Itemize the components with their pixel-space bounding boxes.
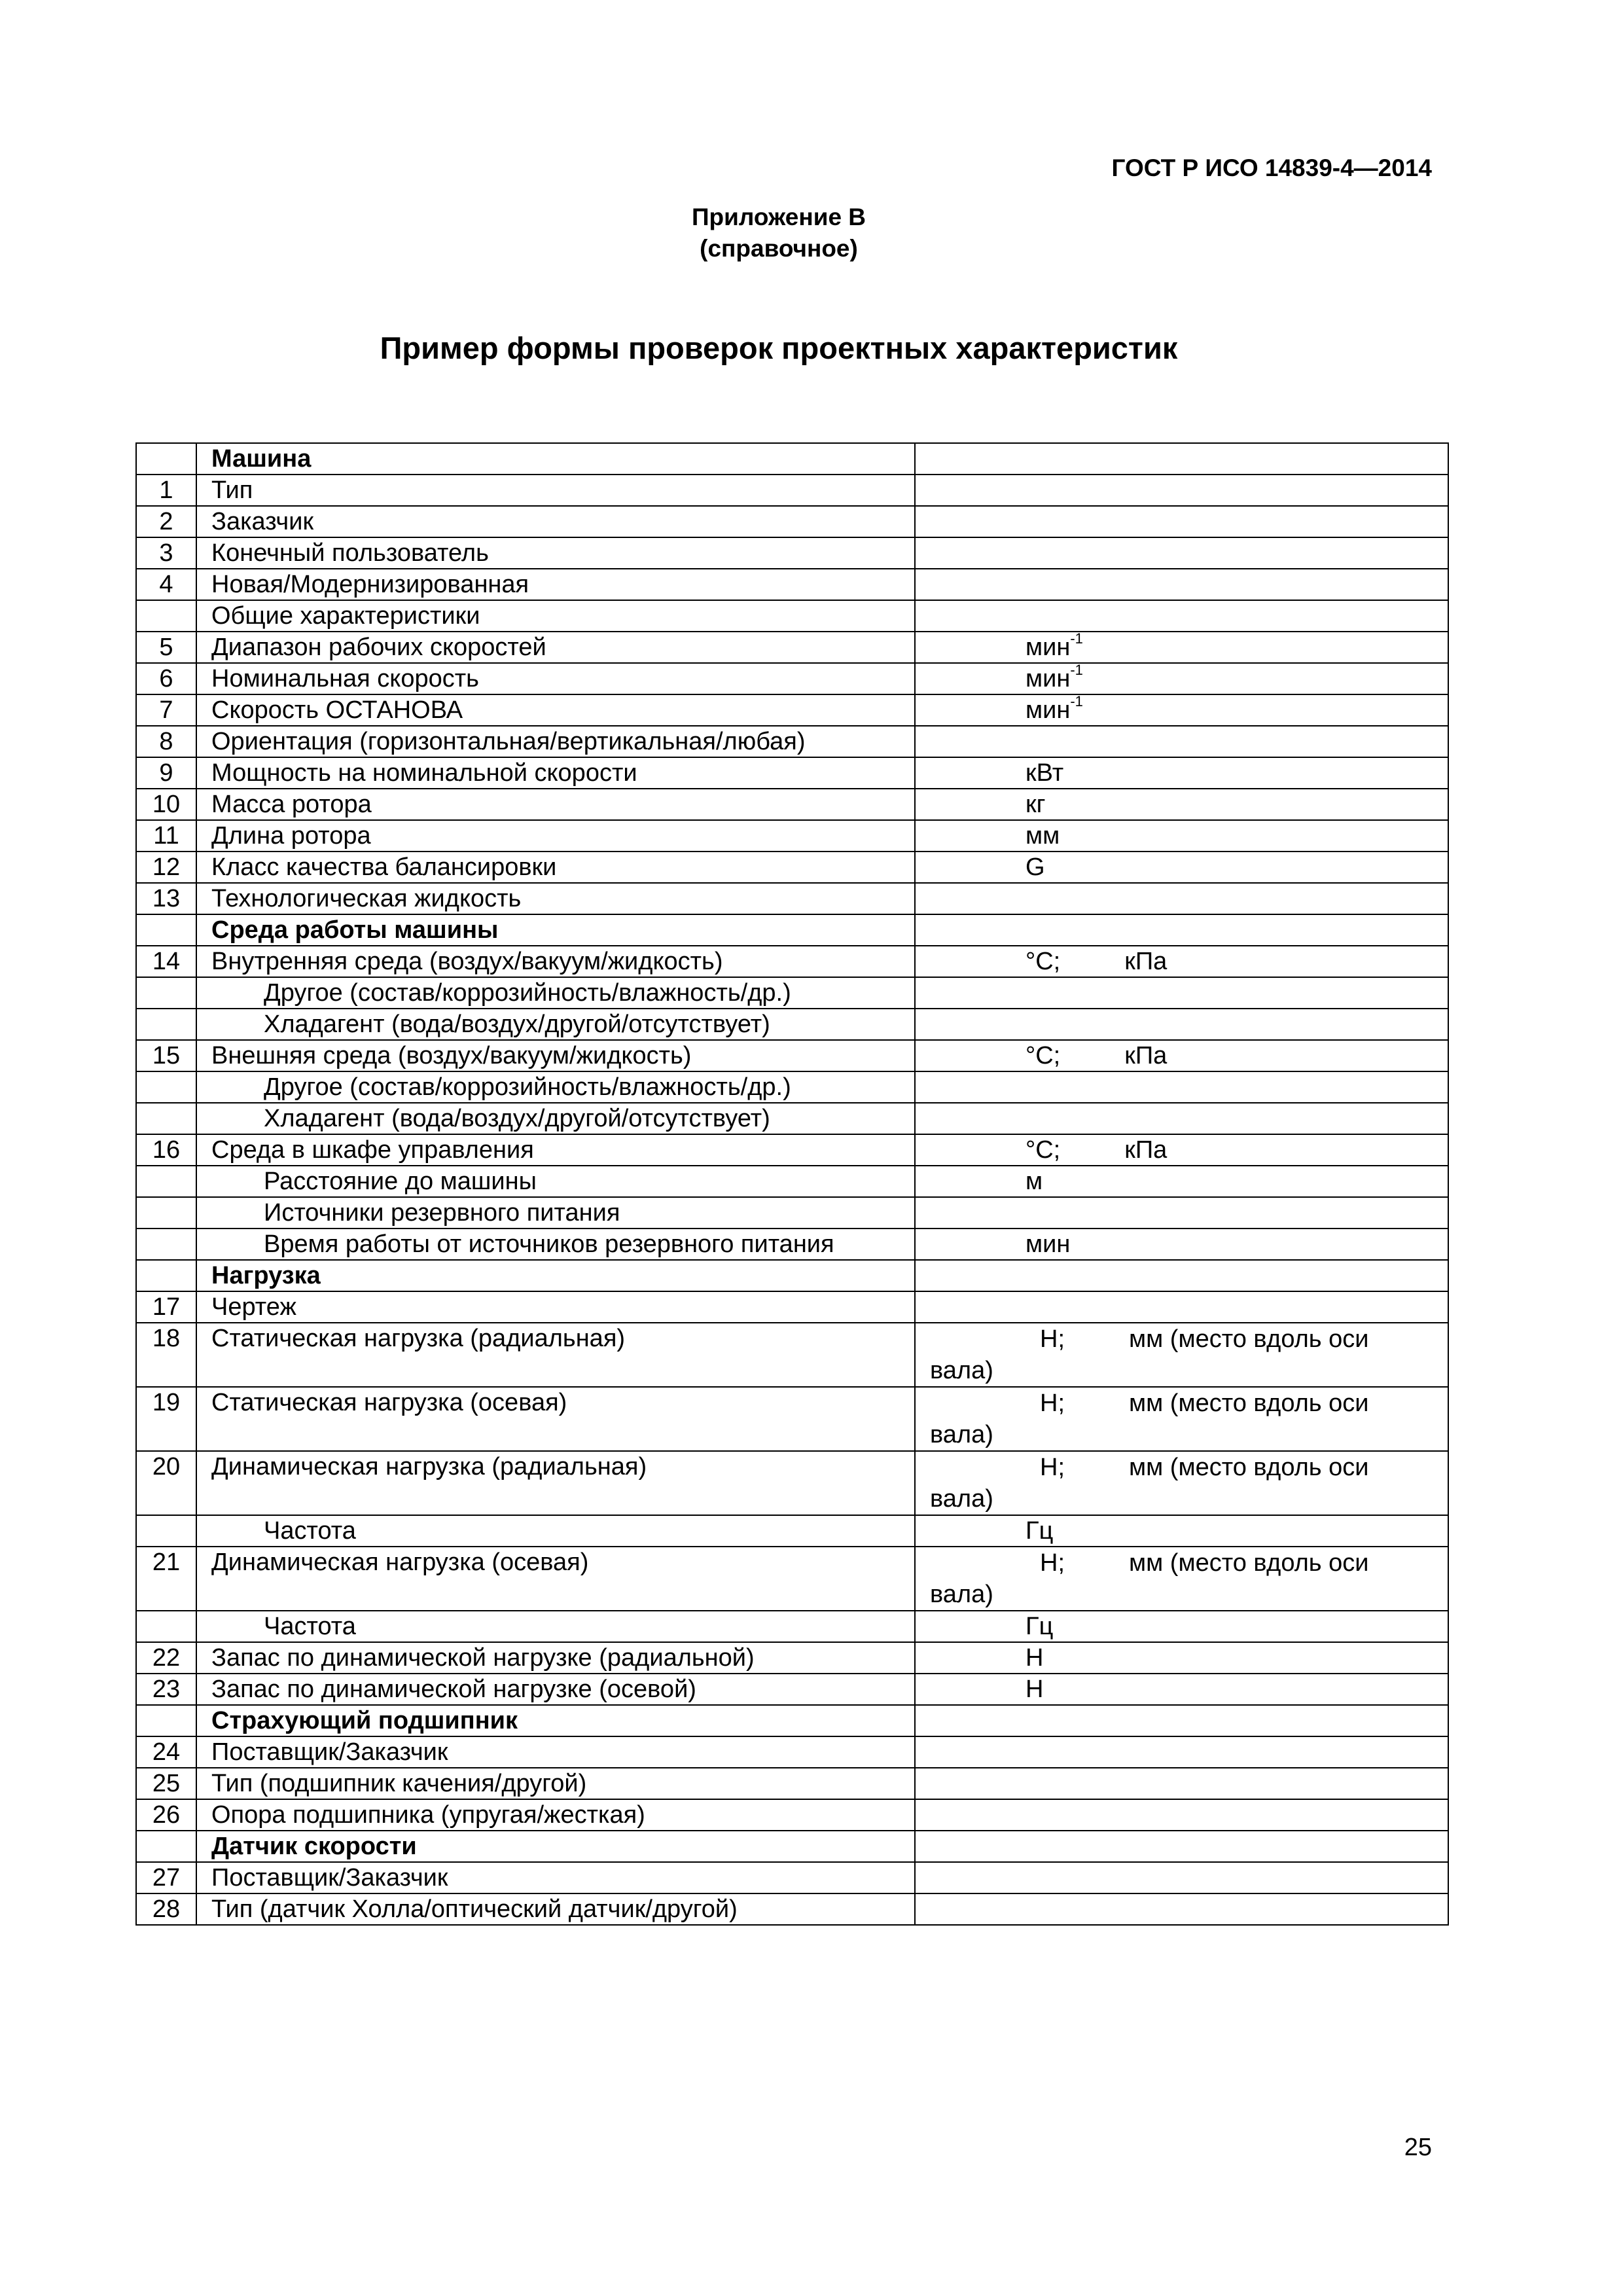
row-label: [196, 632, 915, 663]
table-row: [136, 977, 1448, 1009]
unit-primary: мин: [1026, 1230, 1071, 1258]
row-unit-field[interactable]: [915, 1799, 1448, 1831]
table-row: [136, 1893, 1448, 1925]
row-label-text: Внутренняя среда (воздух/вакуум/жидкость): [211, 948, 723, 975]
row-label: [196, 600, 915, 632]
row-number: [136, 1705, 196, 1736]
row-unit-field[interactable]: [915, 569, 1448, 600]
table-row: [136, 632, 1448, 663]
row-number: 25: [136, 1768, 196, 1799]
row-label-text: Динамическая нагрузка (осевая): [211, 1549, 589, 1576]
row-label-text: Тип (подшипник качения/другой): [211, 1770, 587, 1797]
row-label: [196, 1547, 915, 1611]
row-number: 17: [136, 1291, 196, 1323]
row-label: [196, 694, 915, 726]
row-label-text: Скорость ОСТАНОВА: [211, 696, 463, 724]
row-label-text: Тип (датчик Холла/оптический датчик/другой): [211, 1895, 738, 1923]
page-number: 25: [1404, 2134, 1432, 2161]
row-label: [196, 1040, 915, 1071]
table-row: [136, 1611, 1448, 1642]
unit-continuation: вала): [930, 1357, 993, 1384]
row-unit-field[interactable]: [915, 977, 1448, 1009]
unit-primary: мин: [1026, 696, 1071, 724]
row-label-text: Масса ротора: [211, 791, 372, 818]
row-number: [136, 1103, 196, 1134]
row-label-text: Общие характеристики: [211, 602, 480, 630]
row-unit-field[interactable]: [915, 1831, 1448, 1862]
row-number: 24: [136, 1736, 196, 1768]
table-row: [136, 1674, 1448, 1705]
table-row: [136, 946, 1448, 977]
row-label: [196, 569, 915, 600]
unit-primary: кВт: [1026, 759, 1064, 787]
row-label-text: Другое (состав/коррозийность/влажность/др.): [264, 1073, 791, 1101]
row-number: 10: [136, 789, 196, 820]
row-label: [196, 1197, 915, 1229]
table-row: [136, 1387, 1448, 1451]
row-label: [196, 726, 915, 757]
row-unit-field[interactable]: [915, 1705, 1448, 1736]
row-label: [196, 789, 915, 820]
table-row: [136, 1103, 1448, 1134]
table-row: [136, 1229, 1448, 1260]
row-number: 6: [136, 663, 196, 694]
row-label: [196, 1515, 915, 1547]
row-unit-field[interactable]: [915, 1229, 1448, 1260]
row-number: 22: [136, 1642, 196, 1674]
row-unit-field[interactable]: [915, 1071, 1448, 1103]
row-label-text: Время работы от источников резервного питания: [264, 1230, 834, 1258]
row-label-text: Хладагент (вода/воздух/другой/отсутствует): [264, 1105, 770, 1132]
row-number: 18: [136, 1323, 196, 1387]
row-unit-field[interactable]: [915, 946, 1448, 977]
row-label: [196, 1387, 915, 1451]
table-row: [136, 1134, 1448, 1166]
table-row: [136, 1515, 1448, 1547]
table-row: [136, 600, 1448, 632]
row-label-text: Длина ротора: [211, 822, 371, 850]
row-number: 27: [136, 1862, 196, 1893]
row-number: 3: [136, 537, 196, 569]
annex-title: Приложение В: [691, 204, 866, 230]
row-number: 8: [136, 726, 196, 757]
table-row: [136, 1291, 1448, 1323]
row-unit-field[interactable]: [915, 475, 1448, 506]
row-unit-field[interactable]: [915, 506, 1448, 537]
row-unit-field[interactable]: [915, 1515, 1448, 1547]
row-unit-field[interactable]: [915, 632, 1448, 663]
row-number: 14: [136, 946, 196, 977]
unit-primary: м: [1026, 1168, 1043, 1195]
table-row: [136, 1862, 1448, 1893]
unit-exponent: -1: [1070, 662, 1083, 679]
unit-primary: Гц: [1026, 1613, 1054, 1640]
row-label-text: Новая/Модернизированная: [211, 571, 529, 598]
row-unit-field[interactable]: [915, 1674, 1448, 1705]
row-unit-field[interactable]: [915, 1642, 1448, 1674]
table-row: [136, 569, 1448, 600]
row-label-text: Чертеж: [211, 1293, 296, 1321]
row-label-text: Машина: [211, 445, 312, 473]
row-label: [196, 1799, 915, 1831]
row-number: 23: [136, 1674, 196, 1705]
row-unit-field[interactable]: [915, 1893, 1448, 1925]
row-unit-field[interactable]: [915, 1323, 1448, 1387]
row-unit-field[interactable]: [915, 1862, 1448, 1893]
unit-primary: Н;: [1040, 1390, 1065, 1417]
row-number: [136, 977, 196, 1009]
unit-primary: Н: [1026, 1676, 1044, 1703]
row-number: [136, 1229, 196, 1260]
row-unit-field[interactable]: [915, 1103, 1448, 1134]
row-label-text: Среда в шкафе управления: [211, 1136, 534, 1164]
row-label: [196, 1009, 915, 1040]
table-row: [136, 1323, 1448, 1387]
row-unit-field[interactable]: [915, 1736, 1448, 1768]
characteristics-form-table: [135, 442, 1449, 1926]
row-number: [136, 1260, 196, 1291]
row-label-text: Статическая нагрузка (осевая): [211, 1389, 567, 1416]
table-row: [136, 1451, 1448, 1515]
unit-secondary: кПа: [1124, 1136, 1168, 1164]
unit-primary: Н: [1026, 1644, 1044, 1672]
row-unit-field[interactable]: [915, 1768, 1448, 1799]
row-label: [196, 1229, 915, 1260]
table-row: [136, 694, 1448, 726]
row-unit-field[interactable]: [915, 600, 1448, 632]
row-unit-field[interactable]: [915, 757, 1448, 789]
row-label-text: Номинальная скорость: [211, 665, 479, 692]
unit-primary: Н;: [1040, 1325, 1065, 1353]
row-number: 1: [136, 475, 196, 506]
document-title: Пример формы проверок проектных характеристик: [380, 331, 1178, 365]
row-label: [196, 475, 915, 506]
row-number: 9: [136, 757, 196, 789]
row-number: 20: [136, 1451, 196, 1515]
unit-primary: мм: [1026, 822, 1060, 850]
row-label-text: Ориентация (горизонтальная/вертикальная/любая): [211, 728, 806, 755]
row-label-text: Внешняя среда (воздух/вакуум/жидкость): [211, 1042, 692, 1069]
row-unit-field[interactable]: [915, 883, 1448, 914]
row-label: [196, 820, 915, 852]
row-number: 7: [136, 694, 196, 726]
table-row: [136, 1197, 1448, 1229]
row-label: [196, 1674, 915, 1705]
row-label-text: Мощность на номинальной скорости: [211, 759, 637, 787]
table-row: [136, 1768, 1448, 1799]
table-row: [136, 1799, 1448, 1831]
row-label: [196, 977, 915, 1009]
row-number: 16: [136, 1134, 196, 1166]
table-row: [136, 537, 1448, 569]
row-number: 26: [136, 1799, 196, 1831]
table-row: [136, 852, 1448, 883]
table-row: [136, 506, 1448, 537]
row-number: [136, 600, 196, 632]
row-label-text: Частота: [264, 1517, 356, 1545]
row-unit-field[interactable]: [915, 852, 1448, 883]
row-label: [196, 1705, 915, 1736]
unit-primary: Гц: [1026, 1517, 1054, 1545]
row-number: [136, 1197, 196, 1229]
row-number: [136, 1515, 196, 1547]
row-label: [196, 914, 915, 946]
row-label: [196, 1260, 915, 1291]
row-label-text: Нагрузка: [211, 1262, 321, 1289]
table-row: [136, 1705, 1448, 1736]
unit-secondary: мм (место вдоль оси: [1129, 1549, 1369, 1577]
row-unit-field[interactable]: [915, 1611, 1448, 1642]
table-row: [136, 820, 1448, 852]
row-number: 11: [136, 820, 196, 852]
row-number: [136, 914, 196, 946]
row-label-text: Тип: [211, 476, 253, 504]
unit-continuation: вала): [930, 1485, 993, 1513]
row-label-text: Хладагент (вода/воздух/другой/отсутствует): [264, 1011, 770, 1038]
unit-primary: °С;: [1026, 1136, 1061, 1164]
row-label-text: Страхующий подшипник: [211, 1707, 518, 1734]
row-label: [196, 1642, 915, 1674]
row-label-text: Технологическая жидкость: [211, 885, 522, 912]
unit-continuation: вала): [930, 1581, 993, 1608]
row-label: [196, 1451, 915, 1515]
table-row: [136, 1736, 1448, 1768]
row-label: [196, 1323, 915, 1387]
row-label: [196, 1831, 915, 1862]
row-label: [196, 757, 915, 789]
row-unit-field[interactable]: [915, 1040, 1448, 1071]
table-row: [136, 1166, 1448, 1197]
row-number: [136, 1831, 196, 1862]
row-label: [196, 1071, 915, 1103]
table-row: [136, 1547, 1448, 1611]
row-number: 19: [136, 1387, 196, 1451]
row-label: [196, 946, 915, 977]
row-unit-field[interactable]: [915, 1260, 1448, 1291]
row-label-text: Динамическая нагрузка (радиальная): [211, 1453, 647, 1480]
form-table-body: [136, 443, 1448, 1925]
row-label: [196, 1893, 915, 1925]
table-row: [136, 914, 1448, 946]
row-label: [196, 506, 915, 537]
row-number: [136, 1071, 196, 1103]
row-unit-field[interactable]: [915, 443, 1448, 475]
row-label-text: Поставщик/Заказчик: [211, 1864, 448, 1892]
row-unit-field[interactable]: [915, 537, 1448, 569]
row-unit-field[interactable]: [915, 914, 1448, 946]
row-number: 4: [136, 569, 196, 600]
row-unit-field[interactable]: [915, 820, 1448, 852]
row-label-text: Запас по динамической нагрузке (осевой): [211, 1676, 696, 1703]
row-label: [196, 1768, 915, 1799]
table-row: [136, 726, 1448, 757]
row-label-text: Поставщик/Заказчик: [211, 1738, 448, 1766]
row-label-text: Опора подшипника (упругая/жесткая): [211, 1801, 645, 1829]
row-number: [136, 1611, 196, 1642]
annex-type: (справочное): [700, 235, 858, 262]
table-row: [136, 1831, 1448, 1862]
table-row: [136, 663, 1448, 694]
row-number: 15: [136, 1040, 196, 1071]
unit-primary: Н;: [1040, 1454, 1065, 1481]
unit-secondary: кПа: [1124, 1042, 1168, 1069]
table-row: [136, 443, 1448, 475]
row-label-text: Другое (состав/коррозийность/влажность/др.): [264, 979, 791, 1007]
unit-primary: G: [1026, 853, 1045, 881]
row-label: [196, 1291, 915, 1323]
row-unit-field[interactable]: [915, 1547, 1448, 1611]
table-row: [136, 1260, 1448, 1291]
table-row: [136, 1009, 1448, 1040]
table-row: [136, 1642, 1448, 1674]
row-number: 2: [136, 506, 196, 537]
row-label: [196, 852, 915, 883]
row-number: 5: [136, 632, 196, 663]
unit-primary: °С;: [1026, 948, 1061, 975]
unit-primary: °С;: [1026, 1042, 1061, 1069]
row-label-text: Диапазон рабочих скоростей: [211, 634, 546, 661]
row-unit-field[interactable]: [915, 1291, 1448, 1323]
row-label: [196, 663, 915, 694]
row-number: 13: [136, 883, 196, 914]
unit-primary: мин: [1026, 634, 1071, 661]
row-number: 12: [136, 852, 196, 883]
row-label: [196, 1862, 915, 1893]
row-label: [196, 537, 915, 569]
unit-primary: мин: [1026, 665, 1071, 692]
row-unit-field[interactable]: [915, 1387, 1448, 1451]
row-number: 21: [136, 1547, 196, 1611]
row-label-text: Заказчик: [211, 508, 314, 535]
unit-exponent: -1: [1070, 693, 1083, 710]
row-label: [196, 883, 915, 914]
row-unit-field[interactable]: [915, 694, 1448, 726]
unit-primary: кг: [1026, 791, 1046, 818]
row-label: [196, 1166, 915, 1197]
table-row: [136, 475, 1448, 506]
unit-secondary: кПа: [1124, 948, 1168, 975]
row-label-text: Конечный пользователь: [211, 539, 489, 567]
row-label: [196, 1736, 915, 1768]
row-unit-field[interactable]: [915, 1166, 1448, 1197]
table-row: [136, 1040, 1448, 1071]
row-unit-field[interactable]: [915, 726, 1448, 757]
unit-exponent: -1: [1070, 630, 1083, 647]
row-unit-field[interactable]: [915, 1134, 1448, 1166]
standard-designation: ГОСТ Р ИСО 14839-4—2014: [1111, 154, 1432, 181]
row-label-text: Класс качества балансировки: [211, 853, 557, 881]
row-label-text: Запас по динамической нагрузке (радиальной): [211, 1644, 755, 1672]
row-label: [196, 1103, 915, 1134]
row-label-text: Датчик скорости: [211, 1833, 417, 1860]
row-label-text: Источники резервного питания: [264, 1199, 620, 1227]
row-number: [136, 1009, 196, 1040]
row-label-text: Частота: [264, 1613, 356, 1640]
row-unit-field[interactable]: [915, 789, 1448, 820]
row-number: [136, 443, 196, 475]
row-label: [196, 1134, 915, 1166]
row-number: 28: [136, 1893, 196, 1925]
row-number: [136, 1166, 196, 1197]
unit-secondary: мм (место вдоль оси: [1129, 1454, 1369, 1481]
row-unit-field[interactable]: [915, 663, 1448, 694]
table-row: [136, 883, 1448, 914]
row-label-text: Среда работы машины: [211, 916, 499, 944]
row-label-text: Расстояние до машины: [264, 1168, 537, 1195]
row-unit-field[interactable]: [915, 1197, 1448, 1229]
unit-primary: Н;: [1040, 1549, 1065, 1577]
row-unit-field[interactable]: [915, 1451, 1448, 1515]
table-row: [136, 757, 1448, 789]
unit-continuation: вала): [930, 1421, 993, 1448]
row-unit-field[interactable]: [915, 1009, 1448, 1040]
row-label-text: Статическая нагрузка (радиальная): [211, 1325, 626, 1352]
unit-secondary: мм (место вдоль оси: [1129, 1390, 1369, 1417]
row-label: [196, 1611, 915, 1642]
unit-secondary: мм (место вдоль оси: [1129, 1325, 1369, 1353]
row-label: [196, 443, 915, 475]
table-row: [136, 1071, 1448, 1103]
table-row: [136, 789, 1448, 820]
